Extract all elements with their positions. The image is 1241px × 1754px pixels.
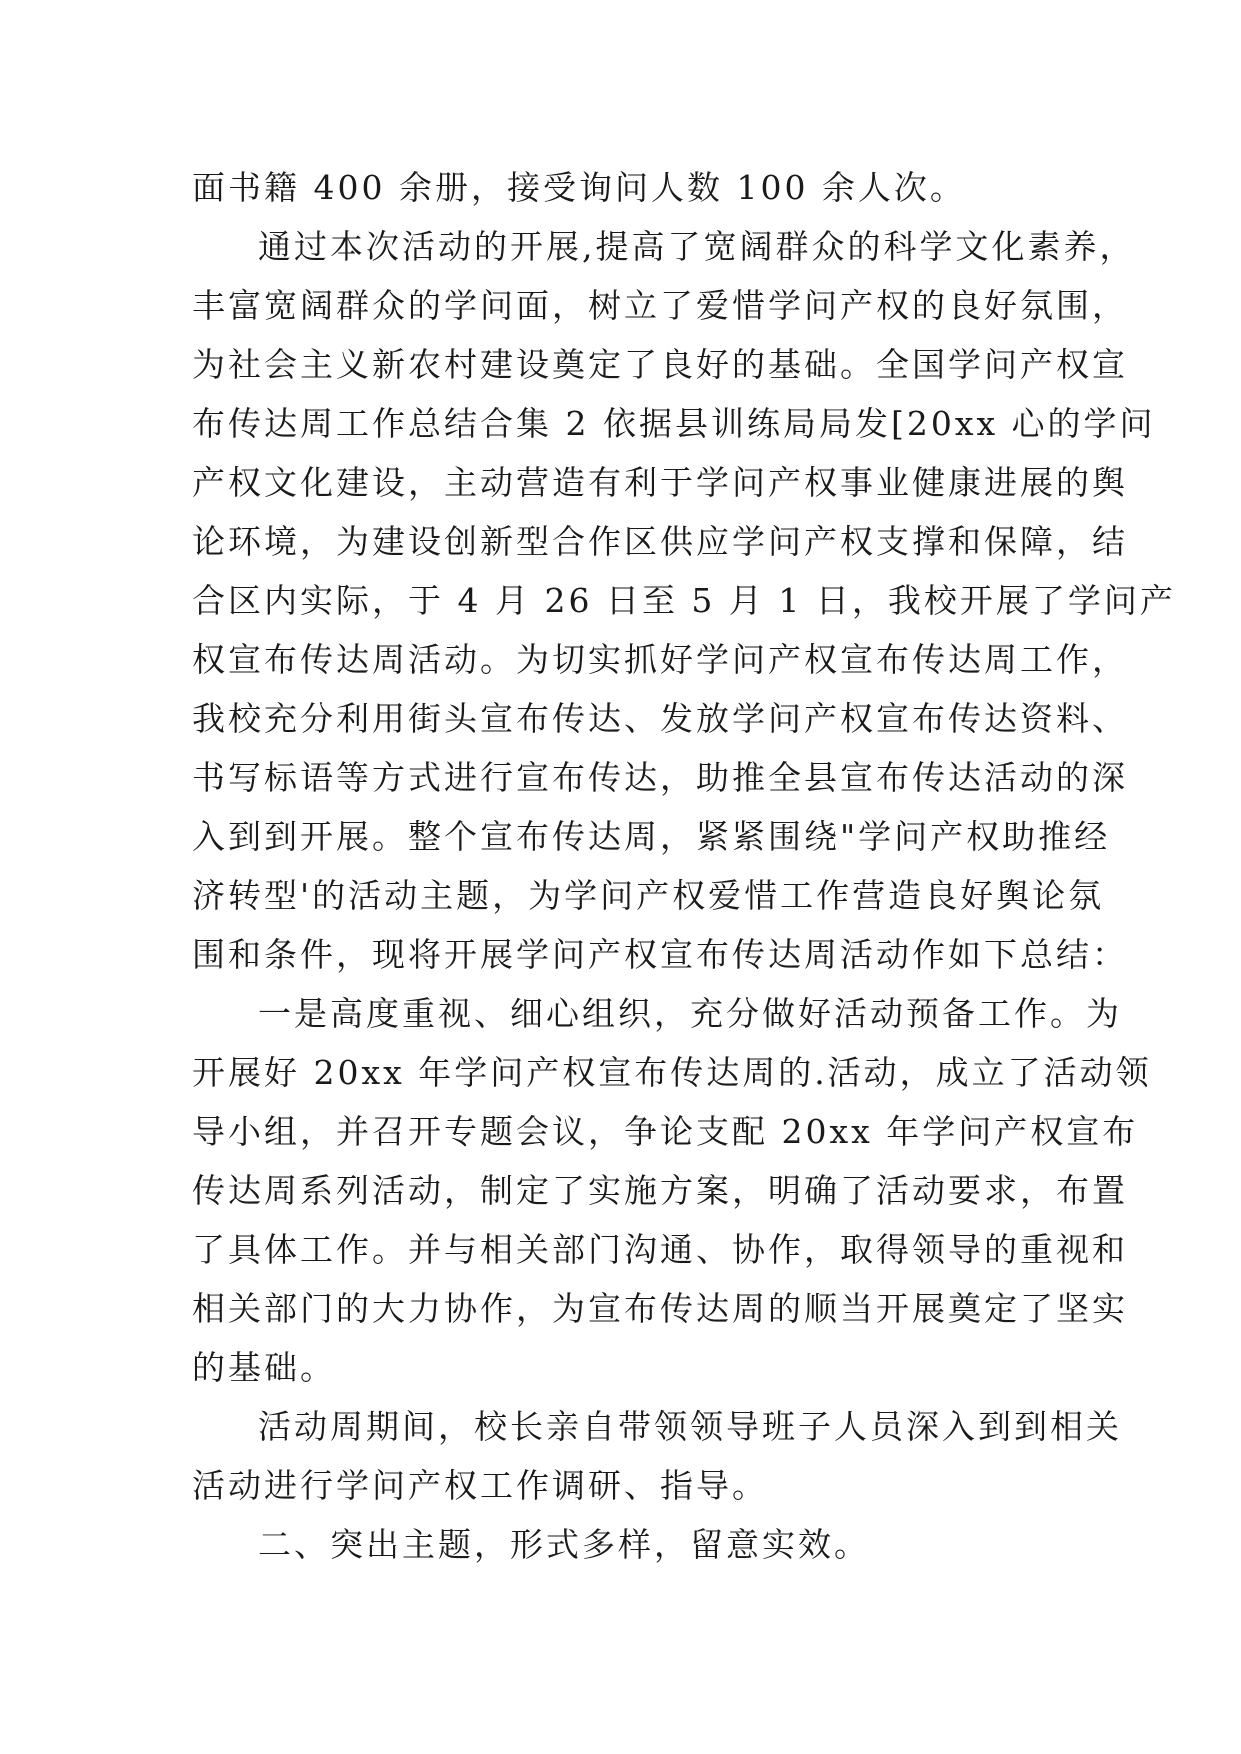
text-line: 开展好 20xx 年学问产权宣布传达周的.活动，成立了活动领 bbox=[192, 1053, 1152, 1092]
text-line: 的基础。 bbox=[192, 1348, 336, 1387]
paragraph-start-line: 一是高度重视、细心组织，充分做好活动预备工作。为 bbox=[258, 994, 1122, 1033]
text-line: 面书籍 400 余册，接受询问人数 100 余人次。 bbox=[192, 168, 966, 207]
paragraph-start-line: 通过本次活动的开展,提高了宽阔群众的科学文化素养， bbox=[258, 227, 1136, 266]
text-line: 产权文化建设，主动营造有利于学问产权事业健康进展的舆 bbox=[192, 463, 1128, 502]
text-line: 相关部门的大力协作，为宣布传达周的顺当开展奠定了坚实 bbox=[192, 1289, 1128, 1328]
text-line: 济转型'的活动主题，为学问产权爱惜工作营造良好舆论氛 bbox=[192, 876, 1105, 915]
paragraph-start-line: 活动周期间，校长亲自带领领导班子人员深入到到相关 bbox=[258, 1407, 1122, 1446]
text-line: 我校充分利用街头宣布传达、发放学问产权宣布传达资料、 bbox=[192, 699, 1128, 738]
text-line: 了具体工作。并与相关部门沟通、协作，取得领导的重视和 bbox=[192, 1230, 1128, 1269]
text-line: 论环境，为建设创新型合作区供应学问产权支撑和保障，结 bbox=[192, 522, 1128, 561]
text-line: 布传达周工作总结合集 2 依据县训练局局发[20xx 心的学问 bbox=[192, 404, 1156, 443]
text-line: 传达周系列活动，制定了实施方案，明确了活动要求，布置 bbox=[192, 1171, 1128, 1210]
text-line: 为社会主义新农村建设奠定了良好的基础。全国学问产权宣 bbox=[192, 345, 1128, 384]
text-line: 围和条件，现将开展学问产权宣布传达周活动作如下总结： bbox=[192, 935, 1128, 974]
document-body bbox=[192, 158, 1176, 1574]
text-line: 导小组，并召开专题会议，争论支配 20xx 年学问产权宣布 bbox=[192, 1112, 1139, 1151]
text-line: 权宣布传达周活动。为切实抓好学问产权宣布传达周工作， bbox=[192, 640, 1128, 679]
text-line: 丰富宽阔群众的学问面，树立了爱惜学问产权的良好氛围， bbox=[192, 286, 1128, 325]
section-heading-line: 二、突出主题，形式多样，留意实效。 bbox=[258, 1525, 870, 1564]
text-line: 合区内实际，于 4 月 26 日至 5 月 1 日，我校开展了学问产 bbox=[192, 581, 1176, 620]
text-line: 入到到开展。整个宣布传达周，紧紧围绕"学问产权助推经 bbox=[192, 817, 1111, 856]
text-line: 书写标语等方式进行宣布传达，助推全县宣布传达活动的深 bbox=[192, 758, 1128, 797]
text-line: 活动进行学问产权工作调研、指导。 bbox=[192, 1466, 768, 1505]
